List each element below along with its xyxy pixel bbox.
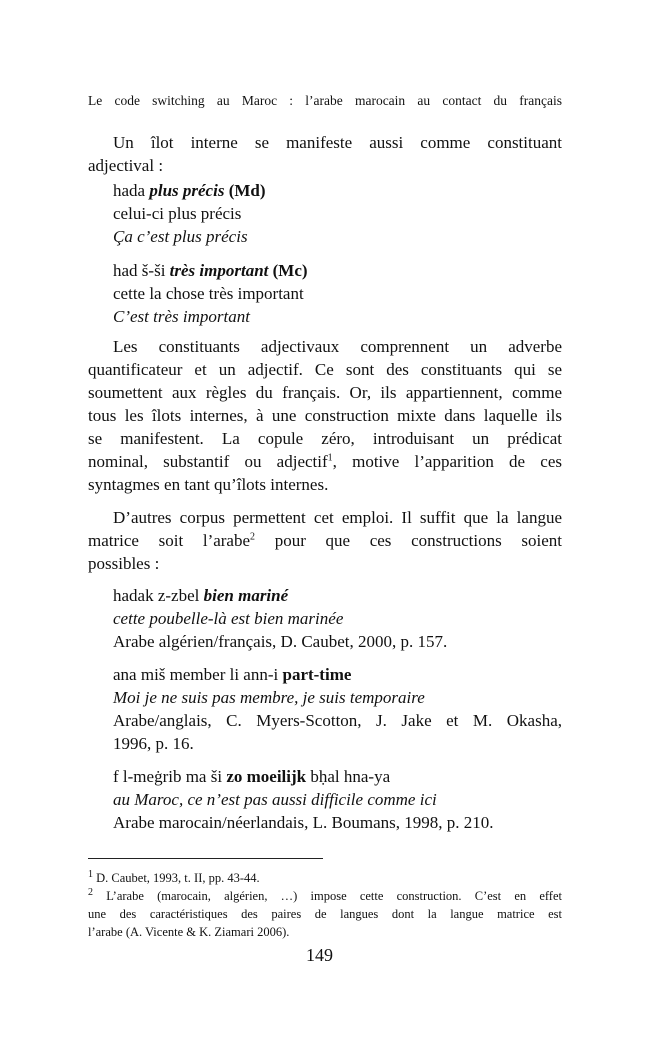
footnote-separator — [88, 858, 323, 859]
text-segment: au Maroc, ce n’est pas aussi difficile comme ici — [113, 790, 437, 809]
text-segment: (Md) — [224, 181, 266, 200]
text-segment: pour que ces constructions soient — [255, 531, 562, 550]
footnote-marker: 2 — [88, 886, 93, 898]
text-segment: adjectival : — [88, 156, 164, 175]
footnote-line — [88, 905, 562, 923]
text-segment: quantificateur et un adjectif. Ce sont des constituants qui se — [88, 360, 562, 379]
example-line — [113, 306, 250, 328]
text-segment: Arabe marocain/néerlandais, L. Boumans, 1998, p. 210. — [113, 813, 494, 832]
paragraph-line — [88, 474, 328, 496]
text-segment: cette la chose très important — [113, 284, 304, 303]
text-segment: ana miš member li ann-i — [113, 665, 283, 684]
example-line — [113, 203, 241, 225]
example-line — [113, 687, 425, 709]
paragraph-line — [88, 382, 562, 404]
text-segment: bien mariné — [203, 586, 289, 605]
example-line — [113, 812, 494, 834]
example-line — [113, 789, 437, 811]
text-segment: 149 — [306, 945, 333, 965]
text-segment: Le code switching au Maroc : l’arabe marocain au contact du français — [88, 93, 562, 108]
paragraph-line — [88, 155, 163, 177]
text-segment: L’arabe (marocain, algérien, …) impose cette construction. C’est en effet — [93, 889, 562, 903]
example-line — [113, 283, 304, 305]
text-segment: Un îlot interne se manifeste aussi comme constituant — [113, 133, 562, 152]
footnote-marker: 2 — [250, 531, 256, 543]
paragraph-line — [88, 428, 562, 450]
example-line — [113, 226, 248, 248]
paragraph-line — [88, 530, 562, 552]
text-segment: hada — [113, 181, 150, 200]
paragraph-line — [88, 553, 159, 575]
paragraph-line — [88, 359, 562, 381]
text-segment: plus précis — [149, 181, 225, 200]
text-segment: (Mc) — [268, 261, 308, 280]
text-segment: Arabe/anglais, C. Myers-Scotton, J. Jake et M. Okasha, — [113, 711, 562, 730]
text-segment: C’est très important — [113, 307, 250, 326]
text-segment: Ça c’est plus précis — [113, 227, 248, 246]
text-segment: très important — [169, 261, 269, 280]
text-segment: une des caractéristiques des paires de langues dont la langue matrice est — [88, 907, 562, 921]
paragraph-line — [88, 405, 562, 427]
footnote-line — [88, 869, 260, 887]
paragraph-line — [113, 336, 562, 358]
text-segment: had š-ši — [113, 261, 170, 280]
text-segment: celui-ci plus précis — [113, 204, 242, 223]
text-segment: Moi je ne suis pas membre, je suis temporaire — [113, 688, 425, 707]
text-segment: , motive l’apparition de ces — [332, 452, 562, 471]
footnote-line — [88, 923, 289, 941]
text-segment: D. Caubet, 1993, t. II, pp. 43-44. — [93, 871, 260, 885]
example-line — [113, 260, 308, 282]
text-segment: Les constituants adjectivaux comprennent un adverbe — [113, 337, 562, 356]
example-line — [113, 766, 390, 788]
text-segment: possibles : — [88, 554, 160, 573]
example-line — [113, 180, 266, 202]
text-segment: nominal, substantif ou adjectif — [88, 452, 328, 471]
paragraph-line — [113, 132, 562, 154]
text-segment: f l-meġrib ma ši — [113, 767, 227, 786]
text-segment: cette poubelle-là est bien marinée — [113, 609, 344, 628]
running-header — [88, 90, 562, 112]
text-segment: matrice soit l’arabe — [88, 531, 251, 550]
text-segment: 1996, p. 16. — [113, 734, 194, 753]
page-number — [306, 944, 333, 966]
example-line — [113, 733, 194, 755]
text-segment: syntagmes en tant qu’îlots internes. — [88, 475, 329, 494]
footnote-marker: 1 — [88, 868, 93, 880]
text-segment: tous les îlots internes, à une construction mixte dans laquelle ils — [88, 406, 562, 425]
footnote-line — [88, 887, 562, 905]
example-line — [113, 710, 562, 732]
footnote-marker: 1 — [327, 452, 333, 464]
example-line — [113, 585, 288, 607]
example-line — [113, 608, 343, 630]
text-segment: l’arabe (A. Vicente & K. Ziamari 2006). — [88, 925, 290, 939]
text-segment: se manifestent. La copule zéro, introduisant un prédicat — [88, 429, 562, 448]
paragraph-line — [113, 507, 562, 529]
text-segment: hadak z-zbel — [113, 586, 204, 605]
paragraph-line — [88, 451, 562, 473]
text-segment: D’autres corpus permettent cet emploi. Il suffit que la langue — [113, 508, 562, 527]
text-segment: Arabe algérien/français, D. Caubet, 2000, p. 157. — [113, 632, 448, 651]
text-segment: part-time — [282, 665, 352, 684]
example-line — [113, 664, 351, 686]
text-segment: bḥal hna-ya — [306, 767, 391, 786]
text-segment: zo moeilijk — [226, 767, 307, 786]
text-segment: soumettent aux règles du français. Or, ils appartiennent, comme — [88, 383, 562, 402]
example-line — [113, 631, 447, 653]
